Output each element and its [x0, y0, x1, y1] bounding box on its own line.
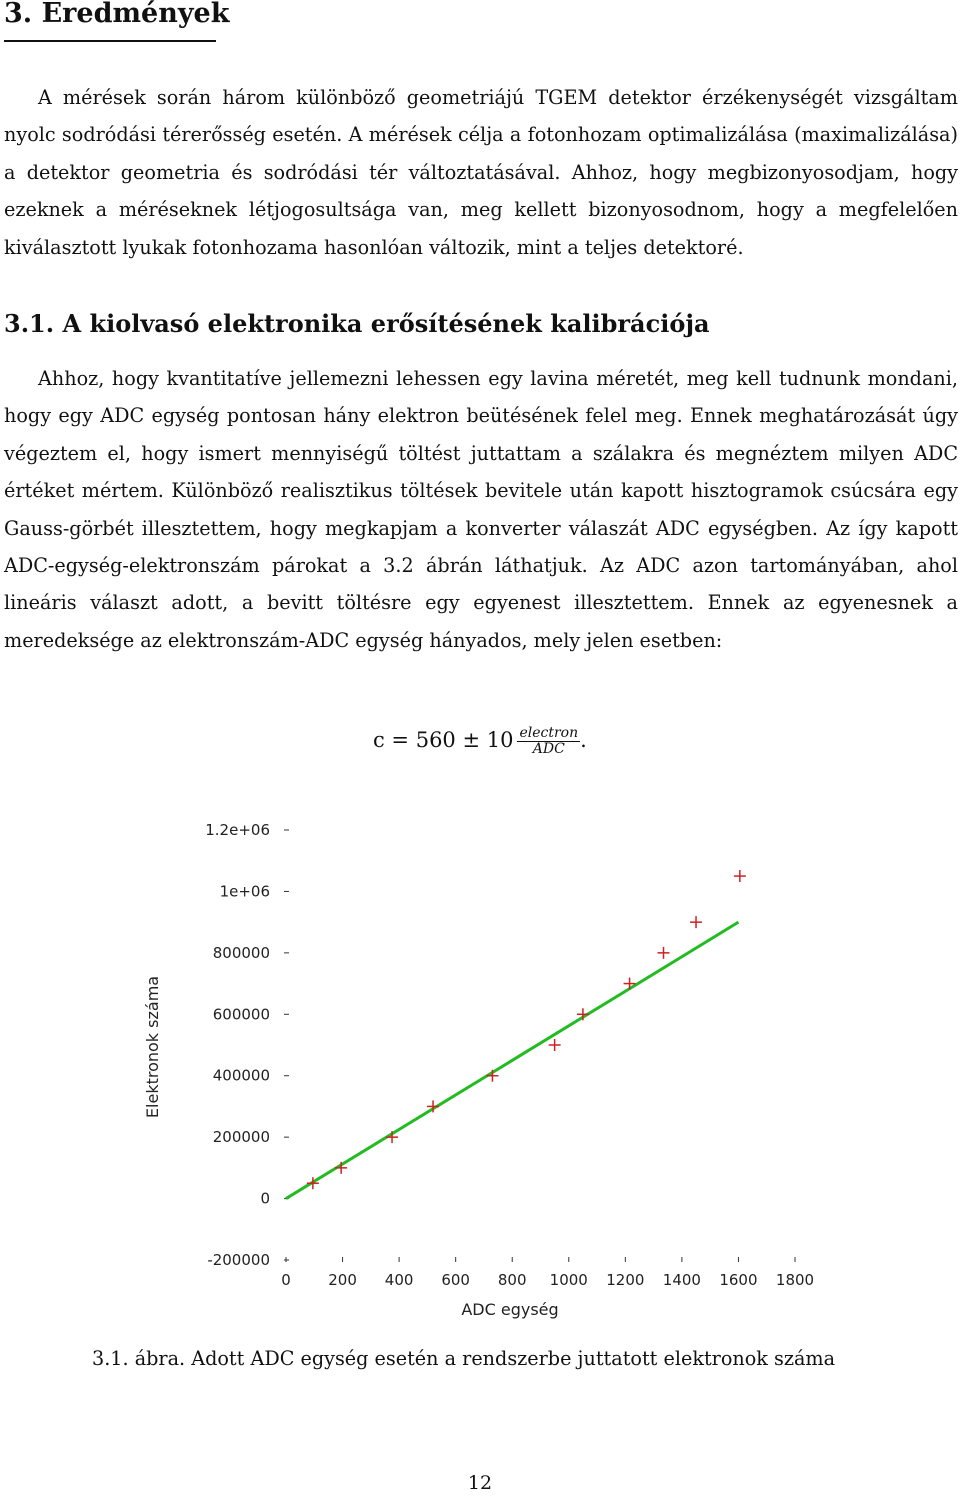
y-tick-label: 0 — [260, 1189, 270, 1208]
x-tick-label: 1400 — [662, 1271, 701, 1289]
calibration-formula — [373, 722, 587, 758]
intro-text: A mérések során három különböző geometriájú TGEM detektor érzékenységét vizsgáltam nyolc sodródási térerősség esetén. A mérések célja a fotonhozam optimalizálása (maximalizálása) a detektor geometria és sodródási tér változtatásával. Ahhoz, hogy megbizonyosodjam, hogy ezeknek a méréseknek létjogosultsága van, meg kellett bizonyosodnom, hogy a megfelelően kiválasztott lyukak fotonhozama hasonlóan változik, mint a teljes detektoré. — [4, 86, 958, 259]
body-paragraph — [4, 360, 958, 659]
x-tick-label: 400 — [384, 1271, 414, 1289]
x-axis-label: ADC egység — [461, 1300, 559, 1319]
body-text: Ahhoz, hogy kvantitatíve jellemezni lehessen egy lavina méretét, meg kell tudnunk mondani, hogy egy ADC egység pontosan hány elektron beütésének felel meg. Ennek meghatározását úgy végeztem el, hogy ismert mennyiségű töltést juttattam a szálakra és megnéztem milyen ADC értéket mértem. Különböző realisztikus töltések bevitele után kapott hisztogramok csúcsára egy Gauss-görbét illesztettem, hogy megkapjam a konverter válaszát ADC egységben. Az így kapott ADC-egység-elektronszám párokat a 3.2 ábrán láthatjuk. Az ADC azon tartományában, ahol lineáris választ adott, a bevitt töltésre egy egyenest illesztettem. Ennek az egyenesnek a meredeksége az elektronszám-ADC egység hányados, mely jelen esetben: — [4, 367, 958, 652]
x-tick-label: 1800 — [775, 1271, 815, 1289]
section-title-rule — [4, 40, 216, 42]
y-tick-label: 800000 — [212, 943, 270, 962]
figure-caption: 3.1. ábra. Adott ADC egység esetén a rendszerbe juttatott elektronok száma — [92, 1347, 836, 1370]
data-points — [307, 870, 746, 1189]
formula-fraction — [517, 726, 580, 757]
page-number: 12 — [467, 1472, 493, 1494]
x-tick-label: 1600 — [719, 1271, 758, 1289]
data-point — [734, 870, 746, 882]
y-axis-ticks — [205, 821, 289, 1269]
x-axis-ticks — [281, 1257, 814, 1289]
y-tick-label: 600000 — [212, 1005, 270, 1024]
x-tick-label: 200 — [328, 1271, 357, 1289]
formula-lhs: c = 560 ± 10 — [373, 728, 514, 752]
y-tick-label: 400000 — [212, 1066, 270, 1085]
x-tick-label: 1200 — [606, 1271, 645, 1289]
data-point — [690, 916, 702, 928]
data-point — [549, 1039, 561, 1051]
y-tick-label: 1e+06 — [219, 882, 270, 901]
intro-paragraph — [4, 79, 958, 266]
formula-denominator: ADC — [532, 741, 565, 757]
section-title: 3. Eredmények — [4, 0, 230, 29]
formula-end: . — [580, 728, 587, 752]
formula-numerator: electron — [519, 725, 579, 741]
data-point — [658, 947, 670, 959]
calibration-chart — [130, 812, 830, 1332]
y-tick-label: 1.2e+06 — [205, 821, 270, 839]
subsection-title: 3.1. A kiolvasó elektronika erősítésének kalibrációja — [4, 309, 710, 338]
x-tick-label: 1000 — [549, 1271, 588, 1289]
y-tick-label: 200000 — [212, 1128, 270, 1147]
y-tick-label: -200000 — [207, 1251, 270, 1269]
x-tick-label: 0 — [281, 1271, 291, 1289]
fit-line — [286, 922, 738, 1198]
x-tick-label: 800 — [497, 1271, 527, 1289]
y-axis-label: Elektronok száma — [143, 975, 162, 1119]
x-tick-label: 600 — [441, 1271, 470, 1289]
